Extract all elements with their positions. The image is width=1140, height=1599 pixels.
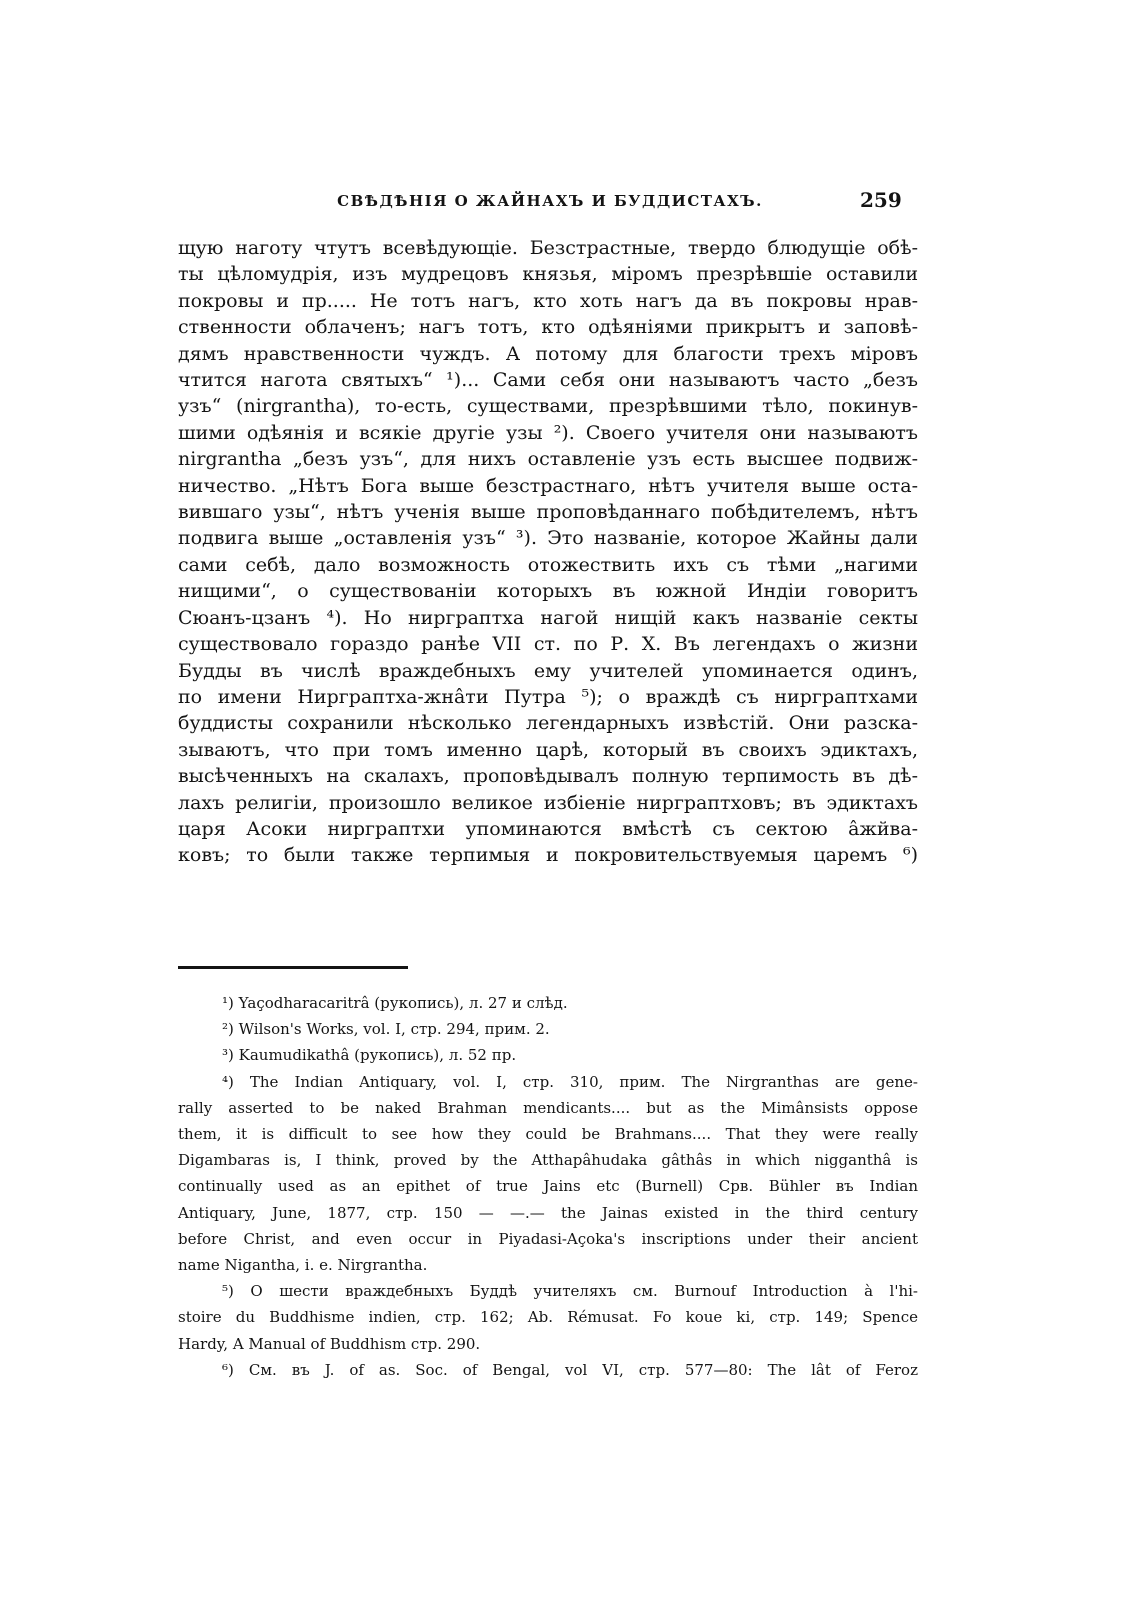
footnotes-block xyxy=(178,990,918,1383)
footnote-line: ¹) Yaçodharacaritrâ (рукопись), л. 27 и слѣд. xyxy=(222,994,568,1012)
body-line: существовало гораздо ранѣе VII ст. по Р. X. Въ легендахъ о жизни xyxy=(178,633,918,656)
footnote-line: ⁴) The Indian Antiquary, vol. I, стр. 310, прим. The Nirgranthas are gene- xyxy=(222,1072,918,1091)
footnote-line: ²) Wilson's Works, vol. I, стр. 294, прим. 2. xyxy=(222,1020,550,1039)
footnote-line: before Christ, and even occur in Piyadasi-Açoka's inscriptions under their ancient xyxy=(178,1229,918,1248)
main-text-block xyxy=(178,235,918,869)
body-line: сами себѣ, дало возможность отожествить ихъ съ тѣми „нагими xyxy=(178,553,918,576)
footnote-line: ³) Kaumudikathâ (рукопись), л. 52 пр. xyxy=(222,1046,517,1065)
footnote-line: Digambaras is, I think, proved by the Atthapâhudaka gâthâs in which nigganthâ is xyxy=(178,1151,918,1170)
footnote-line: Antiquary, June, 1877, стр. 150 — —.— the Jainas existed in the third century xyxy=(178,1203,918,1222)
body-line: nirgrantha „безъ узъ“, для нихъ оставленіе узъ есть высшее подвиж- xyxy=(178,448,918,471)
body-line: Будды въ числѣ враждебныхъ ему учителей упоминается одинъ, xyxy=(178,659,918,682)
body-line: шими одѣянія и всякіе другіе узы ²). Своего учителя они называютъ xyxy=(178,421,918,444)
footnote-line: rally asserted to be naked Brahman mendicants.... but as the Mimânsists oppose xyxy=(178,1098,918,1117)
body-line: лахъ религіи, произошло великое избіеніе нирграптховъ; въ эдиктахъ xyxy=(178,791,918,814)
body-line: Сюанъ-цзанъ ⁴). Но нирграптха нагой нищій какъ названіе секты xyxy=(178,606,918,629)
body-line: дямъ нравственности чуждъ. А потому для благости трехъ міровъ xyxy=(178,342,918,365)
footnote-line: them, it is difficult to see how they could be Brahmans.... That they were really xyxy=(178,1125,918,1144)
footnote-line: continually used as an epithet of true Jains etc (Burnell) Срв. Bühler въ Indian xyxy=(178,1177,918,1196)
running-title: СВѢДѢНІЯ О ЖАЙНАХЪ И БУДДИСТАХЪ. xyxy=(337,192,763,210)
body-line: покровы и пр..... Не тотъ нагъ, кто хоть нагъ да въ покровы нрав- xyxy=(178,289,918,312)
body-line: царя Асоки нирграптхи упоминаются вмѣстѣ съ сектою âжйвa- xyxy=(178,817,918,840)
footnote-line: name Nigantha, i. e. Nirgrantha. xyxy=(178,1256,428,1275)
body-line: ковъ; то были также терпимыя и покровительствуемыя царемъ ⁶) xyxy=(178,844,918,867)
footnote-line: Hardy, A Manual of Buddhism стр. 290. xyxy=(178,1334,481,1353)
body-line: высѣченныхъ на скалахъ, проповѣдывалъ полную терпимость въ дѣ- xyxy=(178,765,918,788)
body-line: вившаго узы“, нѣтъ ученія выше проповѣданнаго побѣдителемъ, нѣтъ xyxy=(178,501,918,524)
body-line: ничество. „Нѣтъ Бога выше безстрастнаго, нѣтъ учителя выше оста- xyxy=(178,474,918,497)
body-line: нищими“, о существованіи которыхъ въ южной Индіи говоритъ xyxy=(178,580,918,603)
footnote-line: ⁶) См. въ J. of as. Soc. of Bengal, vol VI, стр. 577—80: The lât of Feroz xyxy=(222,1360,918,1379)
footnote-divider xyxy=(178,966,408,969)
body-line: узъ“ (nirgrantha), то-есть, существами, презрѣвшими тѣло, покинув- xyxy=(178,395,918,418)
body-line: по имени Нирграптха-жнâти Путра ⁵); о враждѣ съ нирграптхами xyxy=(178,685,918,708)
body-line: ты цѣломудрія, изъ мудрецовъ князья, міромъ презрѣвшіе оставили xyxy=(178,263,918,286)
body-line: чтится нагота святыхъ“ ¹)... Сами себя они называютъ часто „безъ xyxy=(178,369,918,392)
body-line: зываютъ, что при томъ именно царѣ, который въ своихъ эдиктахъ, xyxy=(178,738,918,761)
body-line: подвига выше „оставленія узъ“ ³). Это названіе, которое Жайны дали xyxy=(178,527,918,550)
body-line: буддисты сохранили нѣсколько легендарныхъ извѣстій. Они разска- xyxy=(178,712,918,735)
page-number: 259 xyxy=(860,188,902,212)
footnote-line: ⁵) О шести враждебныхъ Буддѣ учителяхъ см. Burnouf Introduction à l'hi- xyxy=(222,1282,918,1301)
footnote-line: stoire du Buddhisme indien, стр. 162; Ab. Rémusat. Fo koue ki, стр. 149; Spence xyxy=(178,1308,918,1327)
body-line: ственности облаченъ; нагъ тотъ, кто одѣяніями прикрытъ и заповѣ- xyxy=(178,316,918,339)
body-line: щую наготу чтутъ всевѣдующіе. Безстрастные, твердо блюдущіе обѣ- xyxy=(178,237,918,259)
